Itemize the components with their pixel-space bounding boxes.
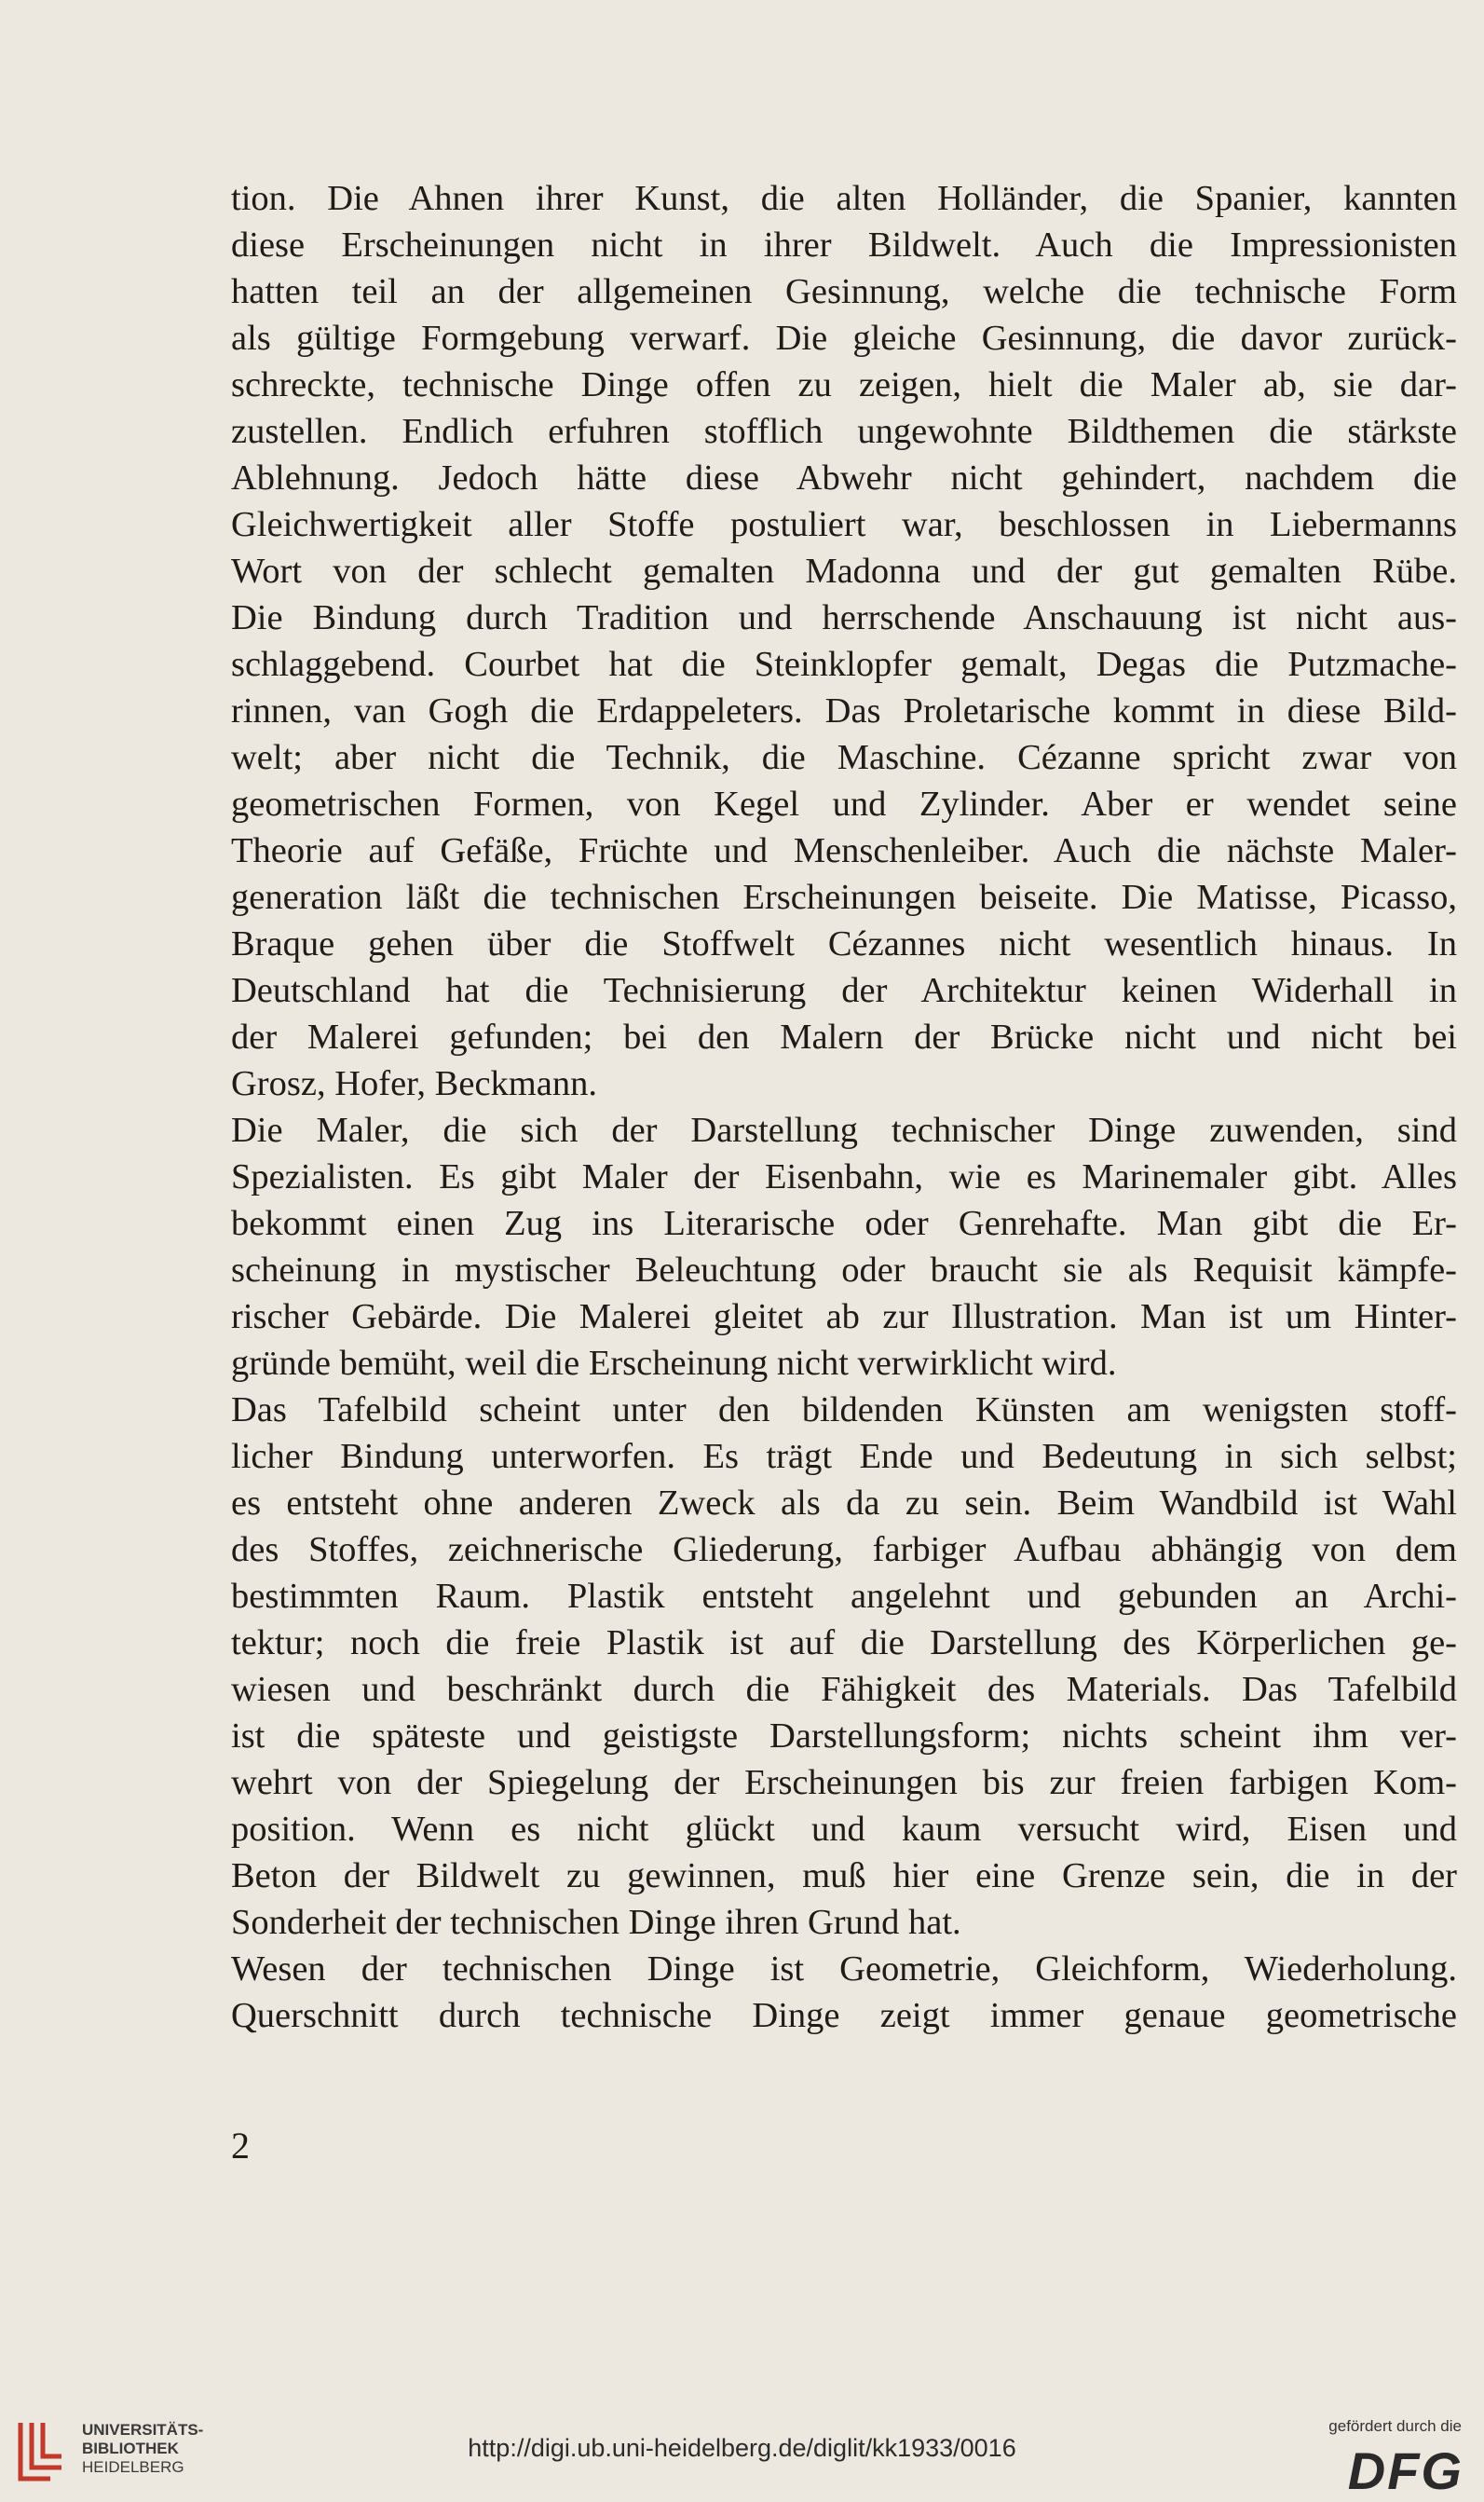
text-line: als gültige Formgebung verwarf. Die gleiche Gesinnung, die davor zurück- <box>231 319 1457 358</box>
text-line: Deutschland hat die Technisierung der Architektur keinen Widerhall in <box>231 971 1457 1010</box>
library-line-3: HEIDELBERG <box>82 2458 184 2476</box>
text-line: Beton der Bildwelt zu gewinnen, muß hier eine Grenze sein, die in der <box>231 1856 1457 1895</box>
text-line: geometrischen Formen, von Kegel und Zylinder. Aber er wendet seine <box>231 785 1457 824</box>
text-line: Wesen der technischen Dinge ist Geometrie, Gleichform, Wiederholung. <box>231 1949 1457 1989</box>
text-line: Die Maler, die sich der Darstellung technischer Dinge zuwenden, sind <box>231 1111 1457 1150</box>
text-line: Theorie auf Gefäße, Früchte und Menschenleiber. Auch die nächste Maler- <box>231 831 1457 870</box>
library-line-1: UNIVERSITÄTS- <box>82 2421 204 2439</box>
source-url[interactable]: http://digi.ub.uni-heidelberg.de/diglit/kk1933/0016 <box>468 2434 1016 2462</box>
text-line: der Malerei gefunden; bei den Malern der Brücke nicht und nicht bei <box>231 1018 1457 1057</box>
text-line: Gleichwertigkeit aller Stoffe postuliert war, beschlossen in Liebermanns <box>231 505 1457 544</box>
text-line: rischer Gebärde. Die Malerei gleitet ab zur Illustration. Man ist um Hinter- <box>231 1297 1457 1336</box>
text-line: tion. Die Ahnen ihrer Kunst, die alten Holländer, die Spanier, kannten <box>231 179 1457 218</box>
text-line: welt; aber nicht die Technik, die Maschine. Cézanne spricht zwar von <box>231 738 1457 777</box>
text-line: hatten teil an der allgemeinen Gesinnung, welche die technische Form <box>231 272 1457 311</box>
text-line: Sonderheit der technischen Dinge ihren Grund hat. <box>231 1903 961 1942</box>
text-line: Die Bindung durch Tradition und herrschende Anschauung ist nicht aus- <box>231 598 1457 637</box>
text-line: diese Erscheinungen nicht in ihrer Bildwelt. Auch die Impressionisten <box>231 226 1457 265</box>
text-line: schlaggebend. Courbet hat die Steinklopfer gemalt, Degas die Putzmache- <box>231 645 1457 684</box>
text-line: tektur; noch die freie Plastik ist auf die Darstellung des Körperlichen ge- <box>231 1623 1457 1662</box>
text-line: es entsteht ohne anderen Zweck als da zu sein. Beim Wandbild ist Wahl <box>231 1483 1457 1523</box>
text-line: Spezialisten. Es gibt Maler der Eisenbahn, wie es Marinemaler gibt. Alles <box>231 1157 1457 1196</box>
text-line: Ablehnung. Jedoch hätte diese Abwehr nicht gehindert, nachdem die <box>231 458 1457 498</box>
text-line: ist die späteste und geistigste Darstellungsform; nichts scheint ihm ver- <box>231 1716 1457 1756</box>
page-number: 2 <box>231 2125 250 2167</box>
text-line: wehrt von der Spiegelung der Erscheinungen bis zur freien farbigen Kom- <box>231 1763 1457 1802</box>
digitization-footer <box>0 2395 1484 2502</box>
text-line: Querschnitt durch technische Dinge zeigt immer genaue geometrische <box>231 1996 1457 2035</box>
text-line: des Stoffes, zeichnerische Gliederung, farbiger Aufbau abhängig von dem <box>231 1530 1457 1569</box>
body-text <box>231 175 1457 2039</box>
text-line: wiesen und beschränkt durch die Fähigkeit des Materials. Das Tafelbild <box>231 1670 1457 1709</box>
text-line: Grosz, Hofer, Beckmann. <box>231 1064 597 1103</box>
text-line: Wort von der schlecht gemalten Madonna und der gut gemalten Rübe. <box>231 552 1457 591</box>
text-line: licher Bindung unterworfen. Es trägt Ende und Bedeutung in sich selbst; <box>231 1437 1457 1476</box>
funder-caption: gefördert durch die <box>1328 2417 1462 2435</box>
text-line: position. Wenn es nicht glückt und kaum versucht wird, Eisen und <box>231 1810 1457 1849</box>
dfg-logo: DFG <box>1347 2441 1464 2500</box>
text-line: generation läßt die technischen Erscheinungen beiseite. Die Matisse, Picasso, <box>231 878 1457 917</box>
text-line: bekommt einen Zug ins Literarische oder Genrehafte. Man gibt die Er- <box>231 1204 1457 1243</box>
text-line: schreckte, technische Dinge offen zu zeigen, hielt die Maler ab, sie dar- <box>231 365 1457 404</box>
text-line: zustellen. Endlich erfuhren stofflich ungewohnte Bildthemen die stärkste <box>231 412 1457 451</box>
text-line: bestimmten Raum. Plastik entsteht angelehnt und gebunden an Archi- <box>231 1577 1457 1616</box>
text-line: gründe bemüht, weil die Erscheinung nicht verwirklicht wird. <box>231 1344 1117 1383</box>
text-line: Das Tafelbild scheint unter den bildenden Künsten am wenigsten stoff- <box>231 1390 1457 1429</box>
text-line: scheinung in mystischer Beleuchtung oder braucht sie als Requisit kämpfe- <box>231 1251 1457 1290</box>
text-line: rinnen, van Gogh die Erdappeleters. Das Proletarische kommt in diese Bild- <box>231 691 1457 731</box>
library-line-2: BIBLIOTHEK <box>82 2440 179 2457</box>
text-line: Braque gehen über die Stoffwelt Cézannes nicht wesentlich hinaus. In <box>231 924 1457 964</box>
